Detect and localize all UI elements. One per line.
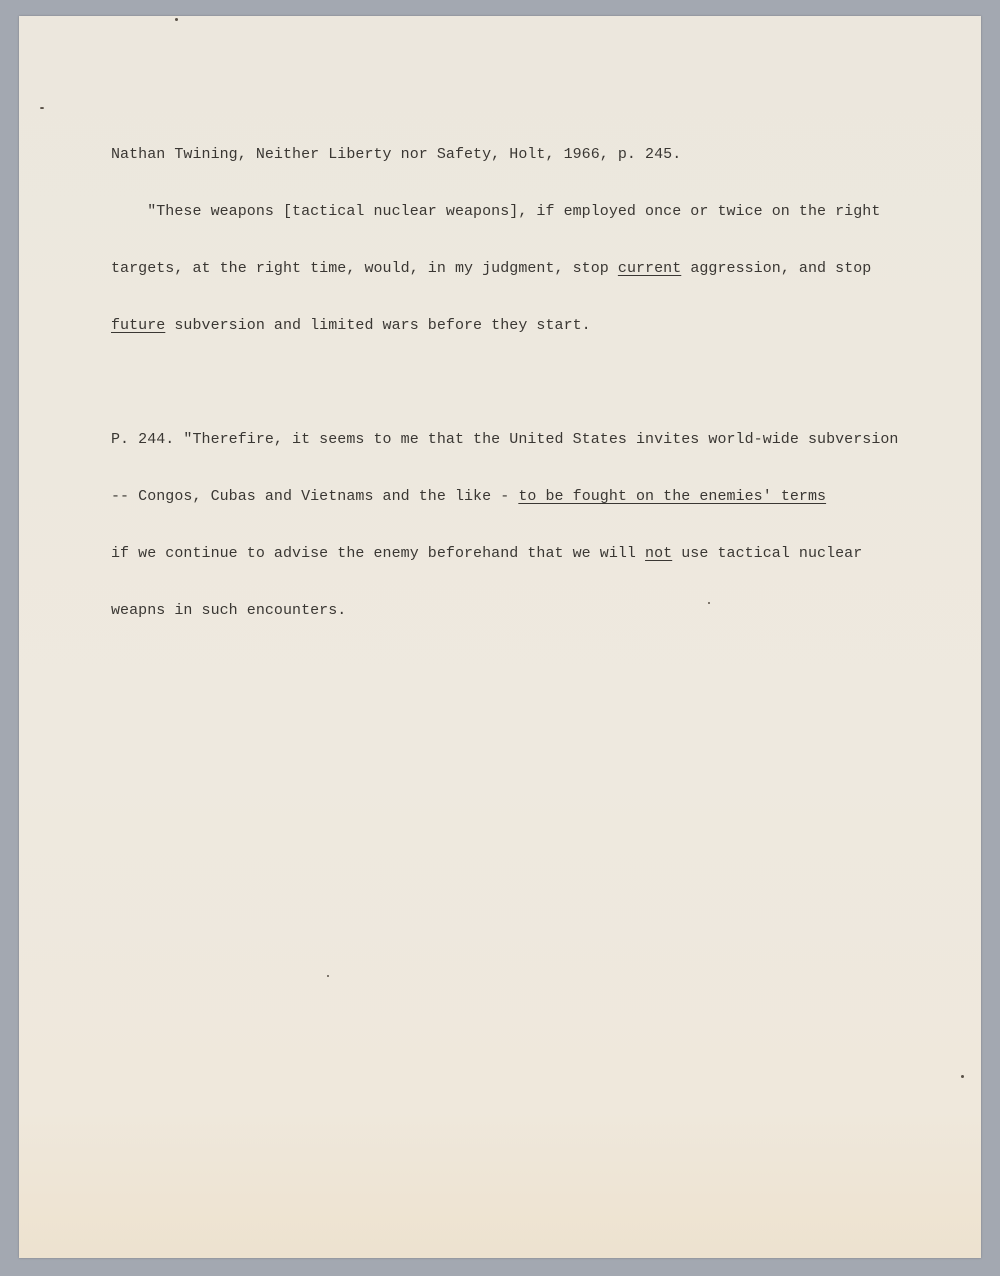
quote2-line3 <box>111 544 971 563</box>
typed-text <box>111 107 971 658</box>
paper-speck <box>961 1075 964 1078</box>
quote1-line2-post: aggression, and stop <box>681 260 872 277</box>
underlined-enemies-terms: to be fought on the enemies' terms <box>518 488 827 505</box>
paragraph-gap <box>111 373 971 392</box>
paper-speck <box>175 18 178 21</box>
quote1-line3-post: subversion and limited wars before they start. <box>165 317 591 334</box>
paper-page <box>19 16 981 1258</box>
quote2-line1: P. 244. "Therefire, it seems to me that the United States invites world-wide subversion <box>111 431 899 448</box>
paper-speck <box>40 107 44 109</box>
quote2-line4: weapns in such encounters. <box>111 602 347 619</box>
quote1-line1: "These weapons [tactical nuclear weapons], if employed once or twice on the right <box>111 203 881 220</box>
quote1-line3 <box>111 316 971 335</box>
quote2-line2-pre: -- Congos, Cubas and Vietnams and the like - <box>111 488 519 505</box>
underlined-current: current <box>617 260 682 277</box>
quote1-line2-pre: targets, at the right time, would, in my judgment, stop <box>111 260 618 277</box>
underlined-not: not <box>645 545 673 562</box>
paper-speck <box>327 975 329 977</box>
quote2-line2 <box>111 487 971 506</box>
quote2-line3-pre: if we continue to advise the enemy beforehand that we will <box>111 545 646 562</box>
quote1-line2 <box>111 259 971 278</box>
citation-line: Nathan Twining, Neither Liberty nor Safety, Holt, 1966, p. 245. <box>111 146 682 163</box>
quote2-line3-post: use tactical nuclear <box>672 545 863 562</box>
underlined-future: future <box>111 317 166 334</box>
